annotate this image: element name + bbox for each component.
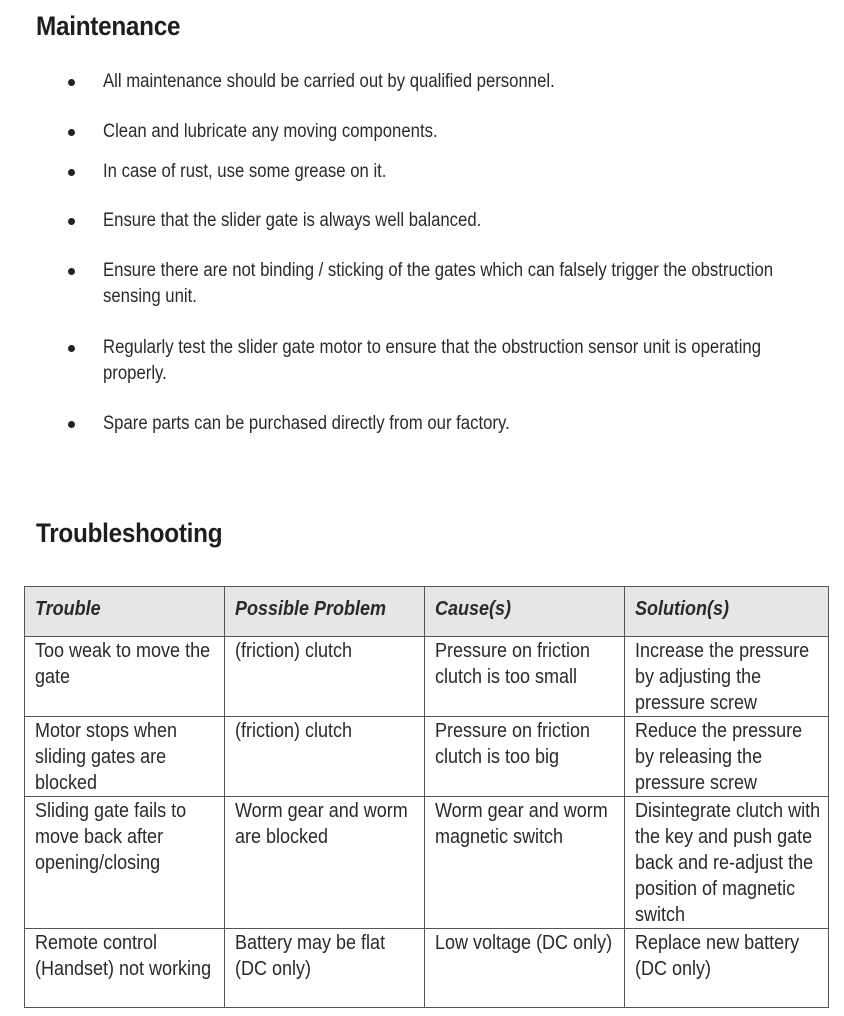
list-item: Ensure that the slider gate is always well balanced. bbox=[68, 208, 788, 234]
list-item: Spare parts can be purchased directly from our factory. bbox=[68, 411, 788, 437]
troubleshooting-table bbox=[24, 586, 829, 1008]
table-cell: Low voltage (DC only) bbox=[425, 929, 625, 1008]
table-cell: Pressure on friction clutch is too small bbox=[425, 637, 625, 717]
table-cell: Replace new battery (DC only) bbox=[625, 929, 829, 1008]
list-item: Clean and lubricate any moving components. bbox=[68, 119, 788, 145]
bullet-icon bbox=[68, 345, 75, 352]
bullet-icon bbox=[68, 169, 75, 176]
table-cell: (friction) clutch bbox=[225, 637, 425, 717]
column-header-causes: Cause(s) bbox=[425, 587, 625, 637]
troubleshooting-heading: Troubleshooting bbox=[36, 518, 223, 548]
table-row bbox=[25, 637, 829, 717]
table-row bbox=[25, 929, 829, 1008]
bullet-icon bbox=[68, 218, 75, 225]
bullet-icon bbox=[68, 79, 75, 86]
list-item: Regularly test the slider gate motor to ensure that the obstruction sensor unit is operating properly. bbox=[68, 335, 788, 387]
column-header-trouble: Trouble bbox=[25, 587, 225, 637]
table-header-row bbox=[25, 587, 829, 637]
list-item: Ensure there are not binding / sticking of the gates which can falsely trigger the obstruction sensing unit. bbox=[68, 258, 788, 310]
bullet-icon bbox=[68, 421, 75, 428]
table-cell: Too weak to move the gate bbox=[25, 637, 225, 717]
table-row bbox=[25, 717, 829, 797]
list-item: All maintenance should be carried out by qualified personnel. bbox=[68, 69, 788, 95]
table-cell: Worm gear and worm magnetic switch bbox=[425, 797, 625, 929]
table-cell: Increase the pressure by adjusting the pressure screw bbox=[625, 637, 829, 717]
table-cell: Disintegrate clutch with the key and push gate back and re-adjust the position of magnetic switch bbox=[625, 797, 829, 929]
table-cell: Worm gear and worm are blocked bbox=[225, 797, 425, 929]
table-cell: Remote control (Handset) not working bbox=[25, 929, 225, 1008]
table-cell: Pressure on friction clutch is too big bbox=[425, 717, 625, 797]
bullet-icon bbox=[68, 268, 75, 275]
table-cell: Sliding gate fails to move back after opening/closing bbox=[25, 797, 225, 929]
bullet-icon bbox=[68, 129, 75, 136]
column-header-solutions: Solution(s) bbox=[625, 587, 829, 637]
maintenance-heading: Maintenance bbox=[36, 11, 181, 41]
table-cell: Battery may be flat (DC only) bbox=[225, 929, 425, 1008]
column-header-possible-problem: Possible Problem bbox=[225, 587, 425, 637]
table-cell: Motor stops when sliding gates are blocked bbox=[25, 717, 225, 797]
table-cell: Reduce the pressure by releasing the pressure screw bbox=[625, 717, 829, 797]
table-cell: (friction) clutch bbox=[225, 717, 425, 797]
table-row bbox=[25, 797, 829, 929]
list-item: In case of rust, use some grease on it. bbox=[68, 159, 788, 185]
